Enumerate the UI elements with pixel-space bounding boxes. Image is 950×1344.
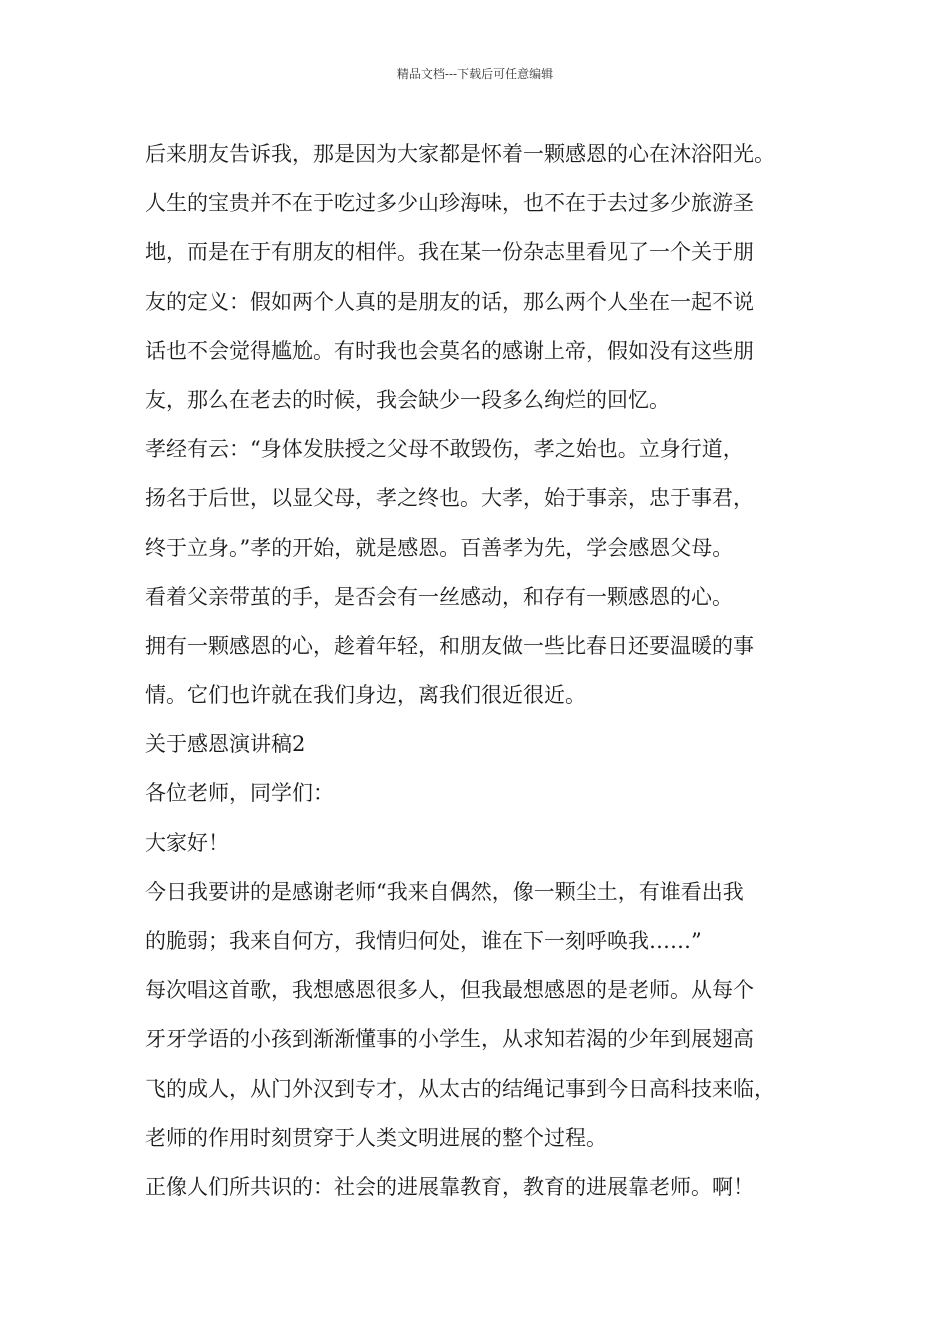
text-line: 的脆弱；我来自何方，我情归何处，谁在下一刻呼唤我……” xyxy=(145,929,702,953)
document-body xyxy=(145,130,825,1212)
text-line: 飞的成人，从门外汉到专才，从太古的结绳记事到今日高科技来临， xyxy=(145,1076,775,1101)
text-line: 扬名于后世，以显父母，孝之终也。大孝，始于事亲，忠于事君， xyxy=(145,486,754,511)
text-line: 人生的宝贵并不在于吃过多少山珍海味，也不在于去过多少旅游圣 xyxy=(145,191,754,216)
text-line: 友的定义：假如两个人真的是朋友的话，那么两个人坐在一起不说 xyxy=(145,289,754,314)
page-header: 精品文档---下载后可任意编辑 xyxy=(396,67,554,81)
salutation: 各位老师，同学们： xyxy=(145,781,334,806)
text-line: 友，那么在老去的时候，我会缺少一段多么绚烂的回忆。 xyxy=(145,387,670,412)
text-line: 正像人们所共识的：社会的进展靠教育，教育的进展靠老师。啊！ xyxy=(145,1174,754,1199)
section-title: 关于感恩演讲稿2 xyxy=(145,732,306,757)
text-line: 后来朋友告诉我，那是因为大家都是怀着一颗感恩的心在沐浴阳光。 xyxy=(145,142,775,166)
text-line: 今日我要讲的是感谢老师“我来自偶然，像一颗尘土，有谁看出我 xyxy=(145,879,744,904)
text-line: 牙牙学语的小孩到渐渐懂事的小学生，从求知若渴的少年到展翅高 xyxy=(145,1027,754,1052)
text-line: 每次唱这首歌，我想感恩很多人，但我最想感恩的是老师。从每个 xyxy=(145,978,754,1003)
text-line: 话也不会觉得尴尬。有时我也会莫名的感谢上帝，假如没有这些朋 xyxy=(145,338,754,363)
greeting: 大家好！ xyxy=(145,830,229,855)
text-line: 看着父亲带茧的手，是否会有一丝感动，和存有一颗感恩的心。 xyxy=(145,584,733,609)
text-line: 老师的作用时刻贯穿于人类文明进展的整个过程。 xyxy=(145,1125,607,1150)
text-line: 终于立身。”孝的开始，就是感恩。百善孝为先，学会感恩父母。 xyxy=(145,535,734,560)
text-line: 情。它们也许就在我们身边，离我们很近很近。 xyxy=(145,683,586,708)
text-line: 地，而是在于有朋友的相伴。我在某一份杂志里看见了一个关于朋 xyxy=(145,240,754,265)
text-line: 孝经有云：“身体发肤授之父母不敢毁伤，孝之始也。立身行道， xyxy=(145,437,744,462)
text-line: 拥有一颗感恩的心，趁着年轻，和朋友做一些比春日还要温暖的事 xyxy=(145,633,754,658)
